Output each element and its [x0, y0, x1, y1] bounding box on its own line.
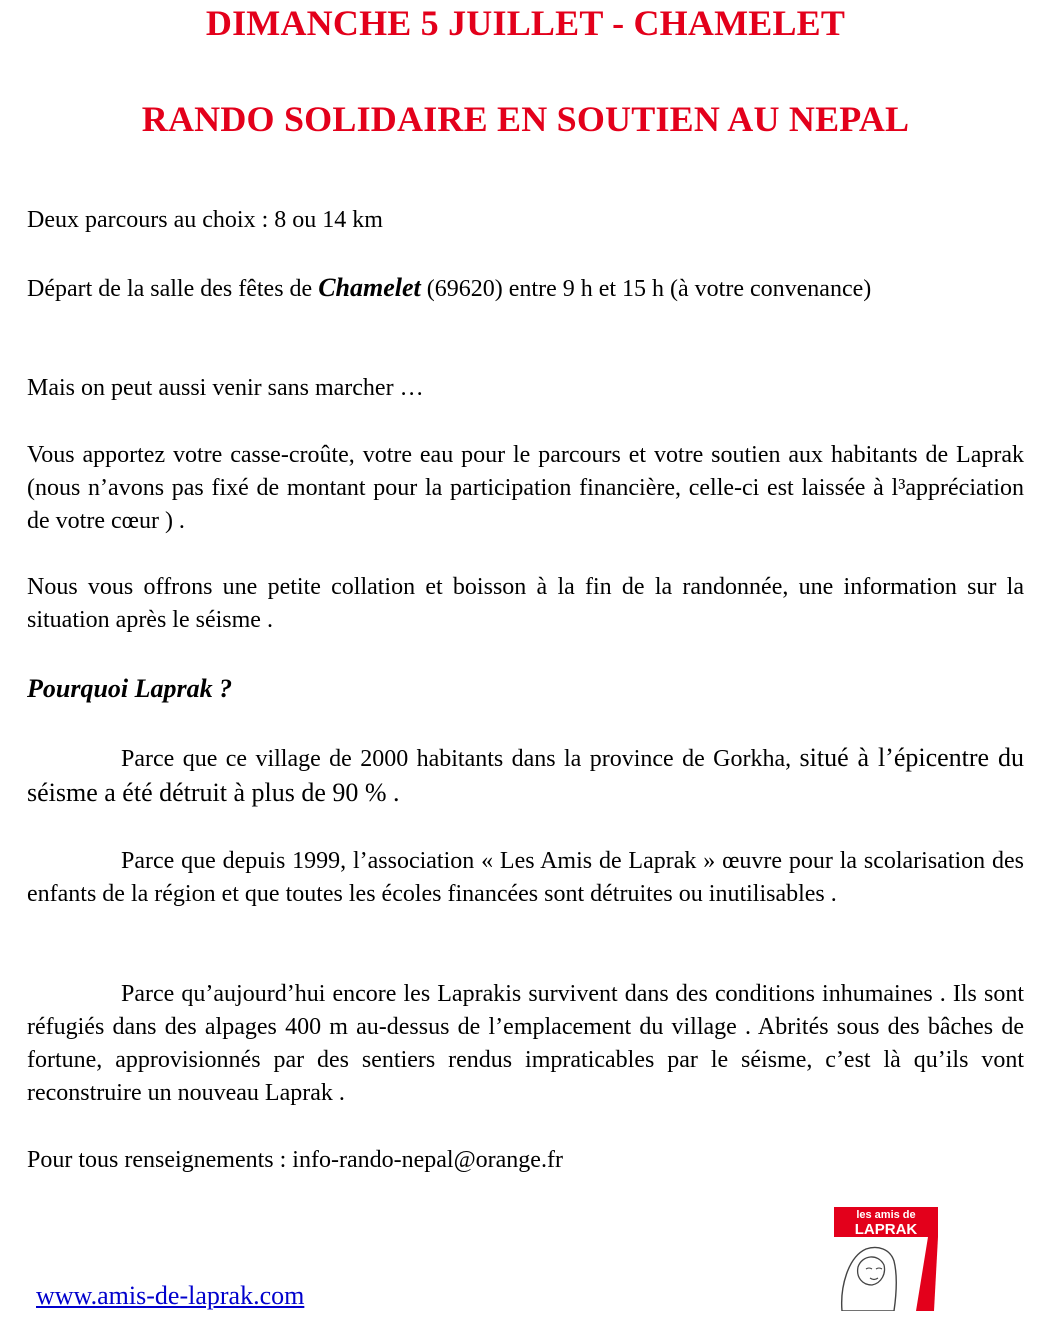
depart-text-before: Départ de la salle des fêtes de — [27, 276, 319, 302]
reason-2-paragraph: Parce que depuis 1999, l’association « Les Amis de Laprak » œuvre pour la scolarisation des enfants de la région et que toutes les écoles financées sont détruites ou inutilisables . — [27, 848, 1024, 907]
sans-marcher-paragraph: Mais on peut aussi venir sans marcher … — [27, 375, 424, 401]
town-name: Chamelet — [318, 273, 421, 302]
apportez-paragraph: Vous apportez votre casse-croûte, votre eau pour le parcours et votre soutien aux habitants de Laprak (nous n’avons pas fixé de montant pour la participation financière, celle-ci est laissée à l³appréciation de votre cœur ) . — [27, 442, 1024, 534]
parcours-paragraph: Deux parcours au choix : 8 ou 14 km — [27, 207, 383, 233]
logo-top-text: les amis de — [856, 1209, 916, 1221]
section-heading: Pourquoi Laprak ? — [27, 674, 233, 703]
depart-text-after: (69620) entre 9 h et 15 h (à votre convenance) — [420, 276, 872, 302]
depart-paragraph — [27, 271, 1024, 306]
reason-1-paragraph — [27, 741, 1024, 811]
website-link[interactable]: www.amis-de-laprak.com — [36, 1281, 305, 1310]
reason-1-text-a: Parce que ce village de 2000 habitants dans la province de Gorkha, — [121, 746, 800, 772]
event-title: DIMANCHE 5 JUILLET - CHAMELET — [205, 3, 846, 43]
reason-1-text-b: situé à l’épicentre du séisme a été détruit à plus de 90 % . — [27, 743, 1024, 807]
reason-3-paragraph: Parce qu’aujourd’hui encore les Laprakis survivent dans des conditions inhumaines . Ils sont réfugiés dans des alpages 400 m au-dessus de l’emplacement du village . Abrités sous des bâches de fortune, approvisionnés par des sentiers rendus impraticables par le séisme, c’est là qu’ils vont reconstruire un nouveau Laprak . — [27, 981, 1024, 1106]
collation-paragraph: Nous vous offrons une petite collation et boisson à la fin de la randonnée, une information sur la situation après le séisme . — [27, 574, 1024, 633]
event-subtitle: RANDO SOLIDAIRE EN SOUTIEN AU NEPAL — [141, 99, 910, 139]
contact-paragraph: Pour tous renseignements : info-rando-nepal@orange.fr — [27, 1147, 563, 1173]
laprak-logo-icon — [834, 1207, 938, 1311]
logo-brand-text: LAPRAK — [854, 1221, 918, 1238]
